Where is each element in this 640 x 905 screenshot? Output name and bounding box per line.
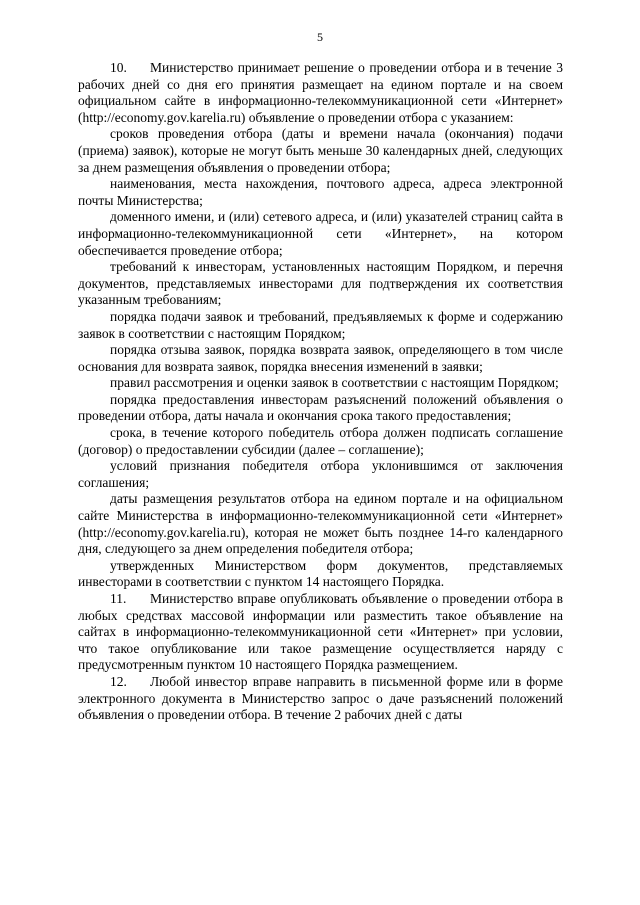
paragraph-number: 10. [110, 60, 127, 75]
paragraph-text: срока, в течение которого победитель отбора должен подписать соглашение (договор) о предоставлении субсидии (далее – соглашение); [78, 425, 563, 457]
list-paragraph [78, 491, 563, 557]
paragraph-text: Министерство вправе опубликовать объявление о проведении отбора в любых средствах массовой информации или разместить такое объявление на сайтах в информационно-телекоммуникационной сети «Интернет» при условии, что такое опубликование или такое размещение осуществляется наряду с предусмотренным пунктом 10 настоящего Порядка размещением. [78, 591, 563, 673]
list-paragraph [78, 342, 563, 375]
paragraph-text: доменного имени, и (или) сетевого адреса, и (или) указателей страниц сайта в информационно-телекоммуникационной сети «Интернет», на котором обеспечивается проведение отбора; [78, 209, 563, 258]
paragraph-text: сроков проведения отбора (даты и времени начала (окончания) подачи (приема) заявок), которые не могут быть меньше 30 календарных дней, следующих за днем размещения объявления о проведении отбора; [78, 126, 563, 175]
paragraph-number: 11. [110, 591, 127, 606]
numbered-paragraph [78, 60, 563, 126]
paragraph-text: правил рассмотрения и оценки заявок в соответствии с настоящим Порядком; [110, 375, 559, 391]
list-paragraph [78, 126, 563, 176]
list-paragraph [78, 259, 563, 309]
paragraph-text: Министерство принимает решение о проведении отбора и в течение 3 рабочих дней со дня его принятия размещает на едином портале и на своем официальном сайте в информационно-телекоммуникационной сети «Интернет» (http://economy.gov.karelia.ru) объявление о проведении отбора с указанием: [78, 60, 563, 125]
list-paragraph [78, 375, 563, 392]
paragraph-number: 12. [110, 673, 127, 689]
numbered-paragraph [78, 674, 563, 724]
list-paragraph [78, 558, 563, 591]
document-body [78, 60, 563, 724]
list-paragraph [78, 309, 563, 342]
paragraph-text: наименования, места нахождения, почтового адреса, адреса электронной почты Министерства; [78, 176, 563, 208]
paragraph-text: утвержденных Министерством форм документов, представляемых инвесторами в соответствии с пунктом 14 настоящего Порядка. [78, 557, 563, 590]
paragraph-text: порядка предоставления инвесторам разъяснений положений объявления о проведении отбора, даты начала и окончания срока такого предоставления; [78, 391, 563, 424]
numbered-paragraph [78, 591, 563, 674]
list-paragraph [78, 392, 563, 425]
paragraph-text: порядка отзыва заявок, порядка возврата заявок, определяющего в том числе основания для возврата заявок, порядка внесения изменений в заявки; [78, 342, 563, 374]
paragraph-text: требований к инвесторам, установленных настоящим Порядком, и перечня документов, представляемых инвесторами для подтверждения их соответствия указанным требованиям; [78, 259, 563, 308]
paragraph-text: условий признания победителя отбора уклонившимся от заключения соглашения; [78, 458, 563, 490]
list-paragraph [78, 176, 563, 209]
paragraph-text: порядка подачи заявок и требований, предъявляемых к форме и содержанию заявок в соответствии с настоящим Порядком; [78, 308, 563, 341]
list-paragraph [78, 458, 563, 491]
paragraph-text: Любой инвестор вправе направить в письменной форме или в форме электронного документа в Министерство запрос о даче разъяснений положений объявления о проведении отбора. В течение 2 рабочих дней с даты [78, 673, 563, 723]
page-number: 5 [317, 30, 323, 44]
paragraph-text: даты размещения результатов отбора на едином портале и на официальном сайте Министерства в информационно-телекоммуникационной сети «Интернет» (http://economy.gov.karelia.ru), которая не может быть позднее 14-го календарного дня, следующего за днем определения победителя отбора; [78, 491, 563, 557]
list-paragraph [78, 425, 563, 458]
list-paragraph [78, 209, 563, 259]
